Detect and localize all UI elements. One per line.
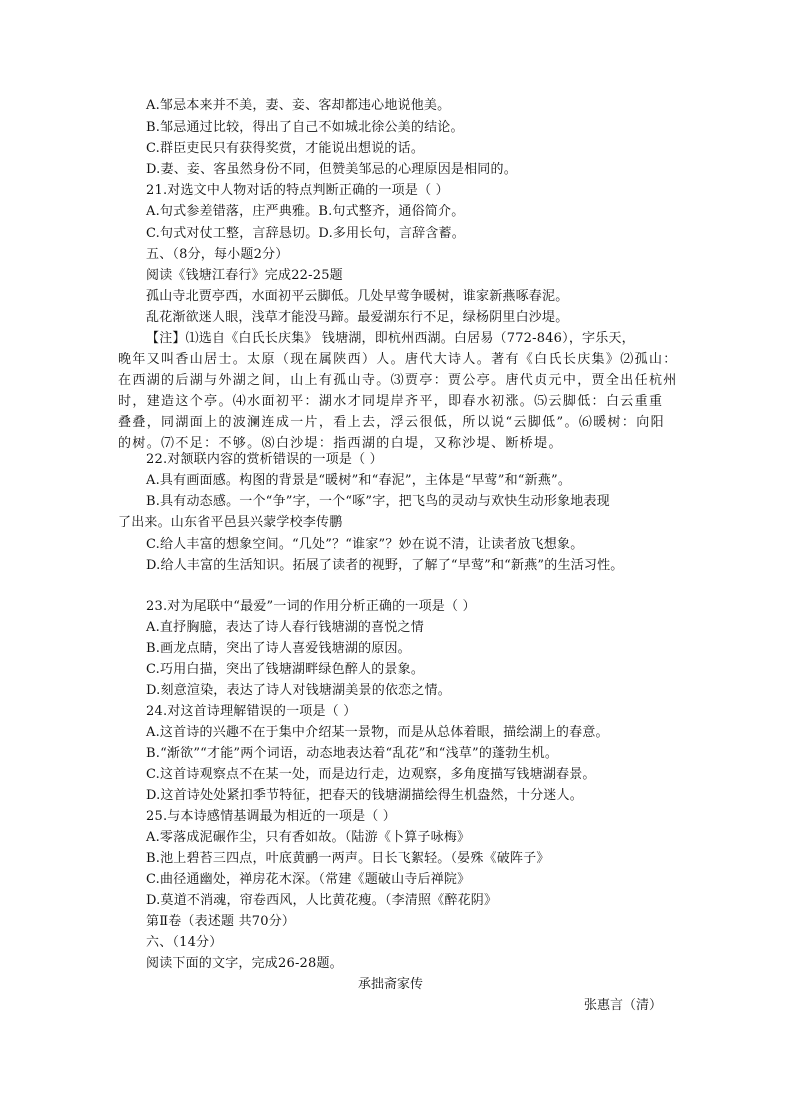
question-23: 23.对为尾联中“最爱”一词的作用分析正确的一项是（ ） (146, 599, 476, 614)
option-line: D.给人丰富的生活知识。拓展了读者的视野，了解了“早莺”和“新燕”的生活习性。 (146, 558, 624, 573)
question-24: 24.对这首诗理解错误的一项是（ ） (146, 704, 357, 719)
passage-author: 张惠言（清） (584, 998, 663, 1013)
option-line: A.具有画面感。构图的背景是“暖树”和“春泥”，主体是“早莺”和“新燕”。 (146, 473, 572, 488)
annotation-line: 【注】⑴选自《白氏长庆集》 钱塘湖，即杭州西湖。白居易（772-846），字乐天， (146, 331, 635, 346)
option-line: A.零落成泥碾作尘，只有香如故。（陆游《卜算子咏梅》 (146, 830, 471, 845)
poem-line: 乱花渐欲迷人眼，浅草才能没马蹄。最爱湖东行不足，绿杨阴里白沙堤。 (146, 310, 569, 325)
option-line: C.这首诗观察点不在某一处，而是边行走，边观察，多角度描写钱塘湖春景。 (146, 767, 596, 782)
option-line: 了出来。山东省平邑县兴蒙学校李传鹏 (118, 515, 343, 530)
annotation-line: 时，建造这个亭。⑷水面初平：湖水才同堤岸齐平，即春水初涨。⑸云脚低：白云重重 (118, 394, 664, 409)
option-line: D.莫道不消魂，帘卷西风，人比黄花瘦。（李清照《醉花阴》 (146, 893, 498, 908)
option-line: C.巧用白描，突出了钱塘湖畔绿色醉人的景象。 (146, 662, 425, 677)
option-line: D.妻、妾、客虽然身份不同，但赞美邹忌的心理原因是相同的。 (146, 162, 517, 177)
option-line: D.这首诗处处紧扣季节特征，把春天的钱塘湖描绘得生机盎然，十分迷人。 (146, 788, 583, 803)
option-line: C.群臣吏民只有获得奖赏，才能说出想说的话。 (146, 141, 425, 156)
annotation-line: 的树。⑺不足：不够。⑻白沙堤：指西湖的白堤，又称沙堤、断桥堤。 (118, 436, 563, 451)
option-line: B.“渐欲”“才能”两个词语，动态地表达着“乱花”和“浅草”的蓬勃生机。 (146, 746, 559, 761)
option-line: D.刻意渲染，表达了诗人对钱塘湖美景的依恋之情。 (146, 683, 451, 698)
part-heading: 第Ⅱ卷（表述题 共70分） (146, 914, 296, 929)
passage-title: 承拙斋家传 (358, 977, 424, 992)
option-line: B.邹忌通过比较，得出了自己不如城北徐公美的结论。 (146, 120, 464, 135)
option-line: B.画龙点睛，突出了诗人喜爱钱塘湖的原因。 (146, 641, 411, 656)
annotation-line: 叠叠，同湖面上的波澜连成一片，看上去，浮云很低，所以说“云脚低”。⑹暖树：向阳 (118, 415, 665, 430)
section-heading: 五、（8分，每小题2分） (146, 247, 289, 262)
option-line: C.曲径通幽处，禅房花木深。（常建《题破山寺后禅院》 (146, 872, 471, 887)
option-line: A.直抒胸臆，表达了诗人春行钱塘湖的喜悦之情 (146, 620, 424, 635)
reading-instruction: 阅读下面的文字，完成26-28题。 (146, 956, 343, 971)
reading-instruction: 阅读《钱塘江春行》完成22-25题 (146, 268, 343, 283)
question-25: 25.与本诗感情基调最为相近的一项是（ ） (146, 809, 397, 824)
option-line: A.邹忌本来并不美，妻、妾、客却都违心地说他美。 (146, 98, 451, 113)
option-line: A.句式参差错落，庄严典雅。B.句式整齐，通俗简介。 (146, 204, 465, 219)
section-heading: 六、（14分） (146, 935, 223, 950)
poem-line: 孤山寺北贾亭西，水面初平云脚低。几处早莺争暖树，谁家新燕啄春泥。 (146, 289, 569, 304)
option-line: C.给人丰富的想象空间。“几处”？“谁家”？妙在说不清，让读者放飞想象。 (146, 537, 584, 552)
option-line: B.池上碧苔三四点，叶底黄鹂一两声。日长飞絮轻。（晏殊《破阵子》 (146, 851, 550, 866)
question-21: 21.对选文中人物对话的特点判断正确的一项是（ ） (146, 183, 449, 198)
annotation-line: 在西湖的后湖与外湖之间，山上有孤山寺。⑶贾亭：贾公亭。唐代贞元中，贾全出任杭州 (118, 373, 678, 388)
option-line: A.这首诗的兴趣不在于集中介绍某一景物，而是从总体着眼，描绘湖上的春意。 (146, 725, 609, 740)
annotation-line: 晚年又叫香山居士。太原（现在属陕西）人。唐代大诗人。著有《白氏长庆集》⑵孤山： (118, 352, 678, 367)
option-line: B.具有动态感。一个“争”字，一个“啄”字，把飞鸟的灵动与欢快生动形象地表现 (146, 494, 610, 509)
option-line: C.句式对仗工整，言辞恳切。D.多用长句，言辞含蓄。 (146, 226, 465, 241)
question-22: 22.对颔联内容的赏析错误的一项是（ ） (146, 452, 383, 467)
